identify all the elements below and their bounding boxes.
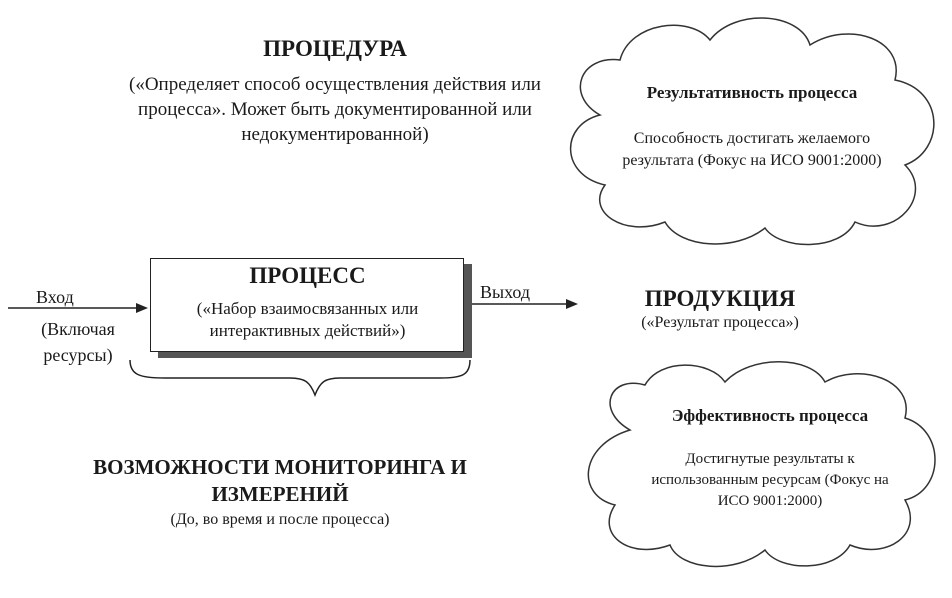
process-description: («Набор взаимосвязанных или интерактивных действий»): [196, 299, 419, 340]
effectiveness-title: Результативность процесса: [646, 83, 858, 102]
input-arrowhead: [136, 303, 148, 313]
procedure-title: ПРОЦЕДУРА: [263, 36, 407, 61]
output-label: Выход: [480, 282, 531, 302]
monitoring-title: ВОЗМОЖНОСТИ МОНИТОРИНГА И ИЗМЕРЕНИЙ: [93, 455, 467, 506]
efficiency-description: Достигнутые результаты к использованным ресурсам (Фокус на ИСО 9001:2000): [651, 451, 889, 509]
input-note: (Включая ресурсы): [41, 319, 115, 365]
product-title: ПРОДУКЦИЯ: [644, 286, 796, 311]
product-description: («Результат процесса»): [641, 314, 799, 331]
efficiency-title: Эффективность процесса: [671, 406, 869, 425]
procedure-description: («Определяет способ осуществления действия или процесса». Может быть документированной или недокументированной): [129, 74, 541, 145]
effectiveness-description: Способность достигать желаемого результата (Фокус на ИСО 9001:2000): [622, 130, 882, 169]
monitoring-brace: [130, 360, 470, 395]
monitoring-description: (До, во время и после процесса): [170, 511, 390, 528]
input-label: Вход: [36, 287, 74, 307]
output-arrowhead: [566, 299, 578, 309]
process-title: ПРОЦЕСС: [249, 263, 366, 288]
